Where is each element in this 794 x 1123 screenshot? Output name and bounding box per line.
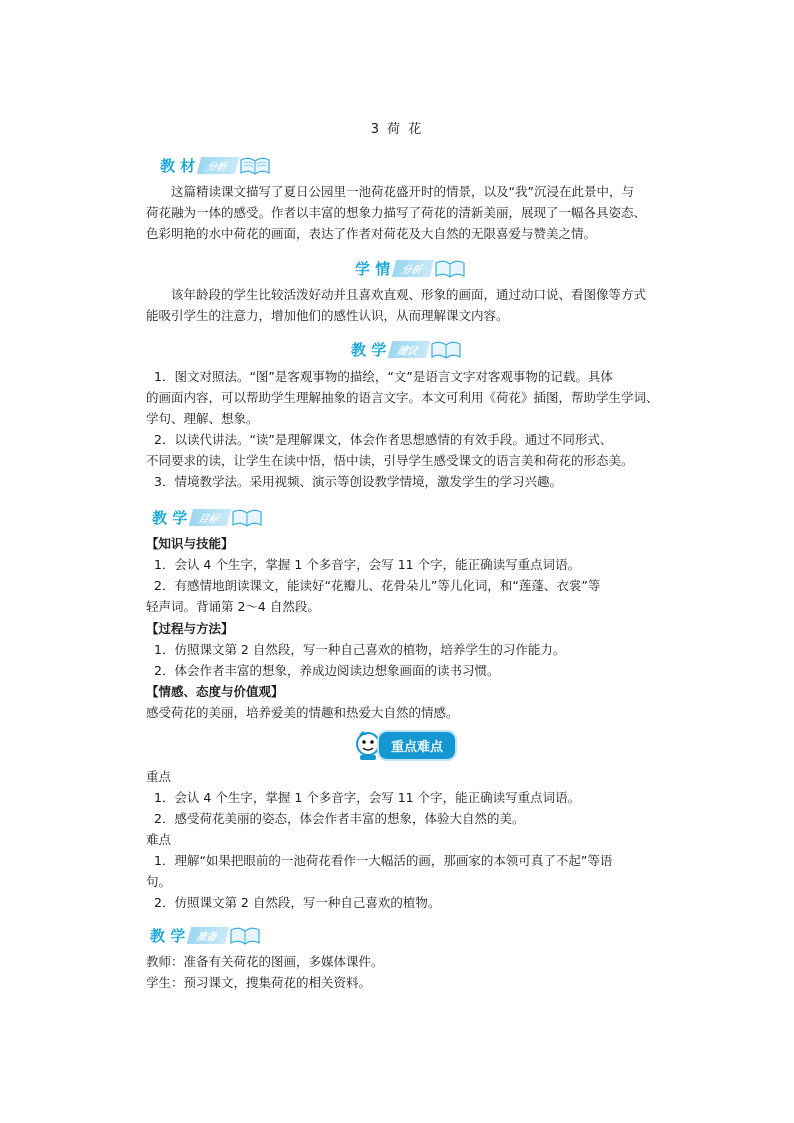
heading-tag: 分析 <box>392 260 435 277</box>
open-book-icon <box>229 924 261 946</box>
text-line: 该年龄段的学生比较活泼好动并且喜欢直观、形象的画面，通过动口说、看图像等方式 <box>171 287 647 302</box>
advice-line: 的画面内容，可以帮助学生理解抽象的语言文字。本文可利用《荷花》插图，帮助学生学词、 <box>146 390 659 405</box>
section-heading-teaching-goals <box>152 505 263 529</box>
open-book-icon <box>239 154 271 176</box>
keypoint-line: 2．感受荷花美丽的姿态，体会作者丰富的想象，体验大自然的美。 <box>154 811 525 826</box>
goal-line: 1．会认 4 个生字，掌握 1 个多音字，会写 11 个字，能正确读写重点词语。 <box>154 557 581 572</box>
advice-line: 3．情境教学法。采用视频、演示等创设教学情境，激发学生的学习兴趣。 <box>154 474 562 489</box>
advice-line: 2．以读代讲法。“读”是理解课文，体会作者思想感情的有效手段。通过不同形式、 <box>154 432 613 447</box>
advice-line: 1．图文对照法。“图”是客观事物的描绘，“文”是语言文字对客观事物的记载。具体 <box>154 369 613 384</box>
prep-student-line: 学生：预习课文，搜集荷花的相关资料。 <box>146 975 372 990</box>
heading-tag: 建议 <box>388 341 431 358</box>
section-heading-teaching-advice <box>351 337 462 361</box>
heading-text: 教 学 <box>152 508 188 527</box>
textbook-analysis-paragraph <box>146 181 656 244</box>
lesson-title: 3 荷 花 <box>370 122 424 137</box>
section-heading-textbook-analysis <box>160 153 271 177</box>
keypoint-line: 1．理解“如果把眼前的一池荷花看作一大幅活的画，那画家的本领可真了不起”等语 <box>154 853 613 868</box>
keypoints-difficult-heading: 难点 <box>146 832 172 847</box>
section-heading-student-analysis <box>355 256 466 280</box>
keypoints-badge <box>351 728 455 762</box>
heading-text: 教 学 <box>150 926 186 945</box>
keypoints-key-heading: 重点 <box>146 769 172 784</box>
goal-line: 1．仿照课文第 2 自然段，写一种自己喜欢的植物，培养学生的习作能力。 <box>154 642 566 657</box>
heading-text: 学 情 <box>355 259 391 278</box>
heading-text: 教 材 <box>160 156 196 175</box>
keypoints-label: 重点难点 <box>379 732 455 759</box>
open-book-icon <box>231 506 263 528</box>
heading-tag: 分析 <box>197 157 240 174</box>
open-book-icon <box>434 257 466 279</box>
advice-line: 学句、理解、想象。 <box>146 411 259 426</box>
text-line: 色彩明艳的水中荷花的画面，表达了作者对荷花及大自然的无限喜爱与赞美之情。 <box>146 226 597 241</box>
goal-line: 感受荷花的美丽，培养爱美的情趣和热爱大自然的情感。 <box>146 705 459 720</box>
heading-tag: 准备 <box>187 927 230 944</box>
keypoint-line: 句。 <box>146 874 172 889</box>
section-heading-teaching-prep <box>150 923 261 947</box>
heading-tag: 目标 <box>189 509 232 526</box>
prep-teacher-line: 教师：准备有关荷花的图画，多媒体课件。 <box>146 954 384 969</box>
heading-text: 教 学 <box>351 340 387 359</box>
keypoint-line: 2．仿照课文第 2 自然段，写一种自己喜欢的植物。 <box>154 895 441 910</box>
student-analysis-paragraph <box>146 284 656 326</box>
keypoint-line: 1．会认 4 个生字，掌握 1 个多音字，会写 11 个字，能正确读写重点词语。 <box>154 790 581 805</box>
text-line: 荷花融为一体的感受。作者以丰富的想象力描写了荷花的清新美丽，展现了一幅各具姿态、 <box>146 205 647 220</box>
goals-subheading-knowledge: 【知识与技能】 <box>146 536 234 551</box>
text-line: 能吸引学生的注意力，增加他们的感性认识，从而理解课文内容。 <box>146 308 509 323</box>
open-book-icon <box>430 338 462 360</box>
goal-line: 轻声词。背诵第 2～4 自然段。 <box>146 599 320 614</box>
goal-line: 2．体会作者丰富的想象，养成边阅读边想象画面的读书习惯。 <box>154 663 500 678</box>
goals-subheading-process: 【过程与方法】 <box>146 621 234 636</box>
goal-line: 2．有感情地朗读课文，能读好“花瓣儿、花骨朵儿”等儿化词，和“莲蓬、衣裳”等 <box>154 578 601 593</box>
advice-line: 不同要求的读，让学生在读中悟，悟中读，引导学生感受课文的语言美和荷花的形态美。 <box>146 453 634 468</box>
text-line: 这篇精读课文描写了夏日公园里一池荷花盛开时的情景，以及“我”沉浸在此景中，与 <box>171 184 634 199</box>
goals-subheading-emotion: 【情感、态度与价值观】 <box>146 684 284 699</box>
